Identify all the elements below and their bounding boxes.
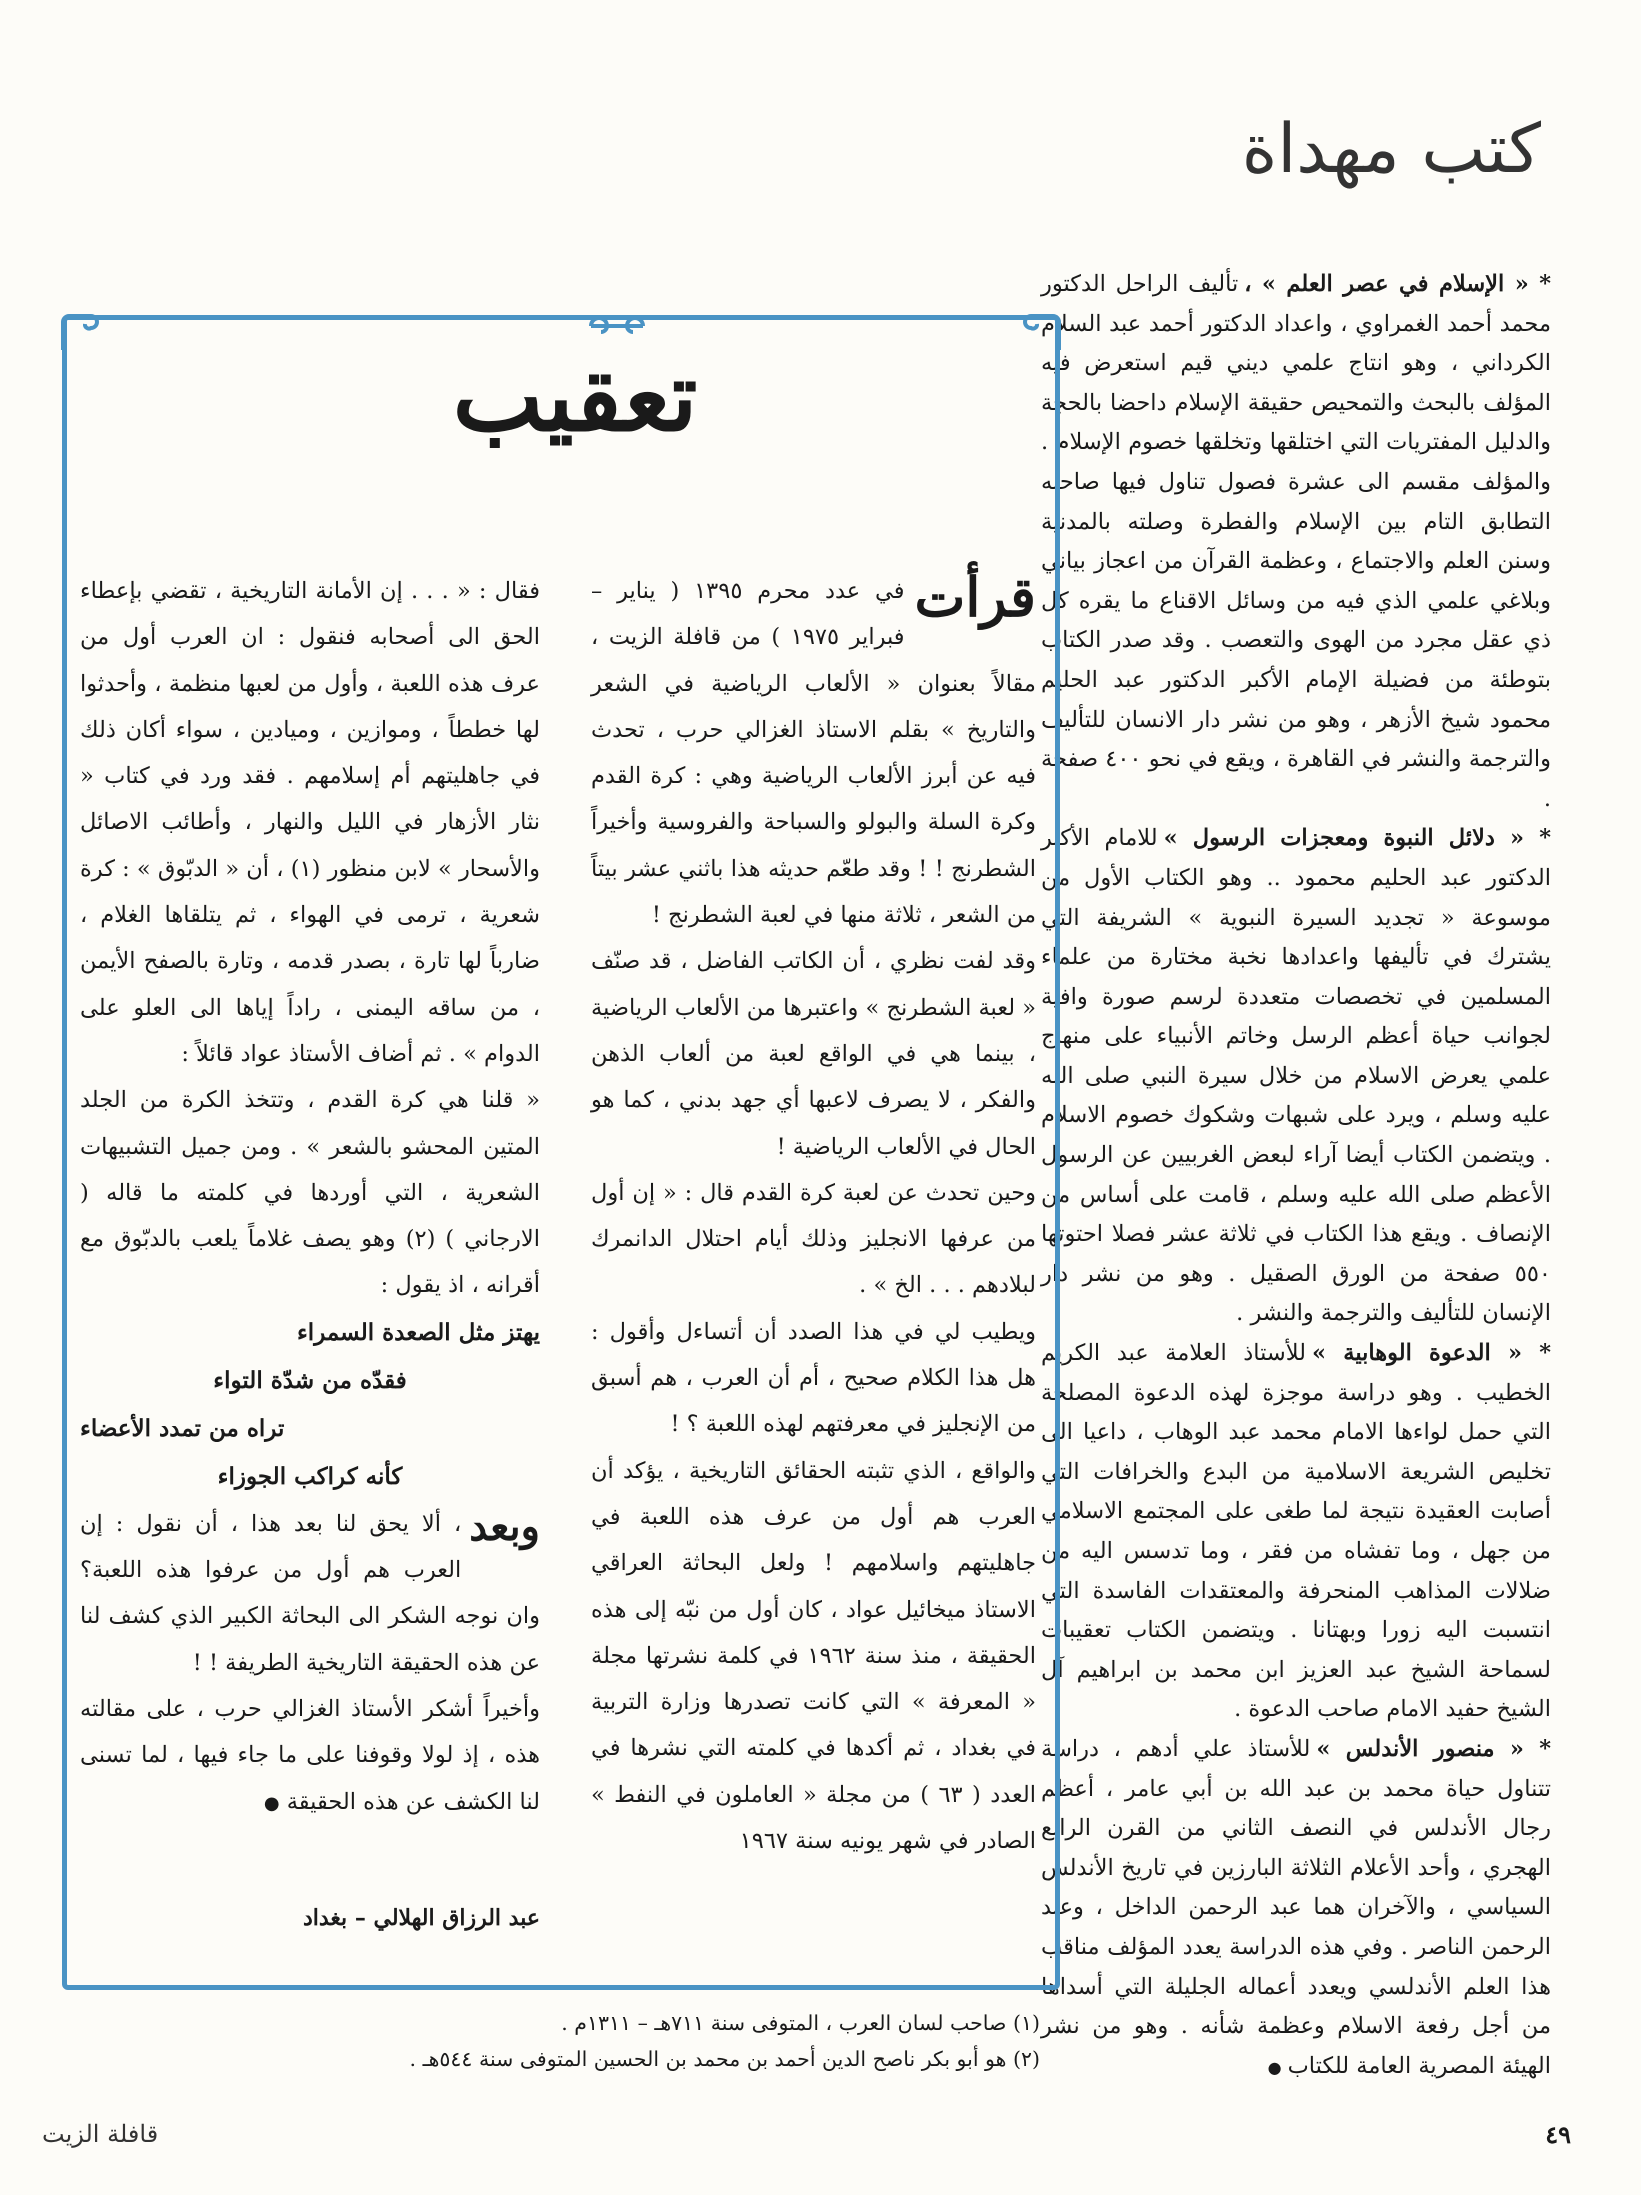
lead-word: قرأت [914,565,1036,629]
book-title: * « دلائل النبوة ومعجزات الرسول » [1163,825,1551,852]
book-title: * « الدعوة الوهابية » [1312,1340,1551,1367]
book-title: * « الإسلام في عصر العلم » ، [1244,271,1551,297]
poem-verse: فقدّه من شدّة التواء [213,1366,407,1394]
article-paragraph: وبعد ، ألا يحق لنا بعد هذا ، أن نقول : إن العرب هم أول من عرفوا هذه اللعبة؟ وان نوجه الشكر الى البحاثة الكبير الذي كشف لنا عن هذه الحقيقة التاريخية الطريفة ! ! [80,1502,540,1676]
poem-verse: تراه من تمدد الأعضاء [80,1414,285,1442]
footnote: (٢) هو أبو بكر ناصح الدين أحمد بن محمد بن الحسين المتوفى سنة ٥٤٤هـ . [409,2047,1040,2071]
end-dot-icon: ● [263,1792,280,1814]
section-title: كتب مهداة [1241,110,1541,189]
corner-ornament-icon [59,312,101,354]
magazine-name: قافلة الزيت [42,2120,159,2148]
article-column-right [591,565,1037,1864]
article-paragraph: والواقع ، الذي تثبته الحقائق التاريخية ، يؤكد أن العرب هم أول من عرف هذه اللعبة في جاهليتهم واسلامهم ! ولعل البحاثة العراقي الاستاذ ميخائيل عواد ، كان أول من نبّه إلى هذه الحقيقة ، منذ سنة ١٩٦٢ في كلمة نشرتها مجلة « المعرفة » التي كانت تصدرها وزارة التربية في بغداد ، ثم أكدها في كلمته التي نشرها في العدد ( ٦٣ ) من مجلة « العاملون في النفط » الصادر في شهر يونيه سنة ١٩٦٧ [591,1457,1037,1855]
article-paragraph: قرأت في عدد محرم ١٣٩٥ ( يناير – فبراير ١٩٧٥ ) من قافلة الزيت ، مقالاً بعنوان « الألعاب الرياضية في الشعر والتاريخ » بقلم الاستاذ الغزالي حرب ، تحدث فيه عن أبرز الألعاب الرياضية وهي : كرة القدم وكرة السلة والبولو والسباحة والفروسية وأخيراً الشطرنج ! ! وقد طعّم حديثه هذا باثني عشر بيتاً من الشعر ، ثلاثة منها في لعبة الشطرنج ! [591,568,1036,938]
book-entry [1041,265,1551,819]
book-entry [1041,819,1551,1334]
article-paragraph: « قلنا هي كرة القدم ، وتتخذ الكرة من الجلد المتين المحشو بالشعر » . ومن جميل التشبيهات الشعرية ، التي أوردها في كلمته ما قاله ( الارجاني ) (٢) وهو يصف غلاماً يلعب بالدبّوق مع أقرانه ، اذ يقول : [80,1087,540,1299]
end-dot-icon: ● [1267,2057,1282,2077]
book-entry [1041,1334,1551,1730]
corner-ornament-icon [1021,312,1063,354]
article-column-left [80,568,540,1827]
article-paragraph: فقال : « . . . إن الأمانة التاريخية ، تقضي بإعطاء الحق الى أصحابه فنقول : ان العرب أول من عرف هذه اللعبة ، وأول من لعبها منظمة ، وأحدثوا لها خططاً ، وموازين ، وميادين ، سواء أكان ذلك في جاهليتهم أم إسلامهم . فقد ورد في كتاب « نثار الأزهار في الليل والنهار ، وأطائب الاصائل والأسحار » لابن منظور (١) ، أن « الدبّوق » : كرة شعرية ، ترمى في الهواء ، ثم يتلقاها الغلام ، ضارباً لها تارة ، بصدر قدمه ، وتارة بالصفح الأيمن ، من ساقه اليمنى ، راداً إياها الى العلو على الدوام » . ثم أضاف الأستاذ عواد قائلاً : [80,578,540,1067]
article-paragraph: وقد لفت نظري ، أن الكاتب الفاضل ، قد صنّف « لعبة الشطرنج » واعتبرها من الألعاب الرياضية ، بينما هي في الواقع لعبة من ألعاب الذهن والفكر ، لا يصرف لاعبها أي جهد بدني ، كما هو الحال في الألعاب الرياضية ! [591,948,1036,1160]
book-title: * « منصور الأندلس » [1316,1735,1551,1762]
books-column [1041,265,1551,2087]
closing-word: وبعد [469,1502,540,1550]
page-number: ٤٩ [1545,2120,1571,2149]
book-description: للامام الأكبر الدكتور عبد الحليم محمود .. وهو الكتاب الأول من موسوعة « تجديد السيرة النبوية » الشريفة التي يشترك في تأليفها واعدادها نخبة مختارة من علماء المسلمين في تخصصات متعددة لرسم صورة وافية لجوانب حياة أعظم الرسل وخاتم الأنبياء على منهاج علمي يعرض الاسلام من خلال سيرة النبي صلى الله عليه وسلم ، ويرد على شبهات وشكوك خصوم الاسلام . ويتضمن الكتاب أيضا آراء لبعض الغربيين عن الرسول الأعظم صلى الله عليه وسلم ، قامت على أساس من الإنصاف . ويقع هذا الكتاب في ثلاثة عشر فصلا احتوتها ٥٥٠ صفحة من الورق الصقيل . وهو من نشر دار الإنسان للتأليف والترجمة والنشر . [1041,825,1551,1327]
book-description: تأليف الراحل الدكتور محمد أحمد الغمراوي ، واعداد الدكتور أحمد عبد السلام الكرداني ، وهو انتاج علمي ديني قيم استعرض فيه المؤلف بالبحث والتمحيص حقيقة الإسلام داحضا بالحجة والدليل المفتريات التي اختلقها وتخلقها خصوم الإسلام . والمؤلف مقسم الى عشرة فصول تناول فيها صاحبه التطابق التام بين الإسلام والفطرة وصلته بالمدنية وسنن العلم والاجتماع ، وعظمة القرآن من اعجاز بياني وبلاغي علمي الذي فيه من وسائل الاقناع ما يقره كل ذي عقل مجرد من الهوى والتعصب . وقد صدر الكتاب بتوطئة من فضيلة الإمام الأكبر الدكتور عبد الحليم محمود شيخ الأزهر ، وهو من نشر دار الانسان للتأليف والترجمة والنشر في القاهرة ، ويقع في نحو ٤٠٠ صفحة . [1041,271,1551,812]
book-description: للأستاذ العلامة عبد الكريم الخطيب . وهو دراسة موجزة لهذه الدعوة المصلحة التي حمل لواءها الامام محمد عبد الوهاب ، داعيا الى تخليص الشريعة الاسلامية من البدع والخرافات التي أصابت العقيدة نتيجة لما طغى على المجتمع الاسلامي من جهل ، وما تفشاه من فقر ، وما تدسس اليه من ضلالات المذاهب المنحرفة والمعتقدات الفاسدة التي انتسبت اليه زورا وبهتانا . ويتضمن الكتاب تعقيبات لسماحة الشيخ عبد العزيز ابن محمد بن ابراهيم آل الشيخ حفيد الامام صاحب الدعوة . [1041,1340,1551,1723]
footnotes [80,2005,1040,2077]
article-paragraph: وحين تحدث عن لعبة كرة القدم قال : « إن أول من عرفها الانجليز وذلك أيام احتلال الدانمرك لبلادهم . . . الخ » . [591,1179,1036,1299]
poem [80,1309,540,1501]
book-description: للأستاذ علي أدهم ، دراسة تتناول حياة محمد بن عبد الله بن أبي عامر ، أعظم رجال الأندلس في النصف الثاني من القرن الرابع الهجري ، وأحد الأعلام الثلاثة البارزين في تاريخ الأندلس السياسي ، والآخران هما عبد الرحمن الداخل ، وعبد الرحمن الناصر . وفي هذه الدراسة يعدد المؤلف مناقب هذا العلم الأندلسي ويعدد أعماله الجليلة التي أسداها من أجل رفعة الاسلام وعظمة شأنه . وهو من نشر الهيئة المصرية العامة للكتاب [1041,1735,1551,2079]
book-entry [1041,1730,1551,2087]
article-title: تعقيب [452,340,698,453]
poem-verse: كأنه كراكب الجوزاء [217,1462,403,1490]
poem-verse: يهتز مثل الصعدة السمراء [296,1318,540,1346]
footnote: (١) صاحب لسان العرب ، المتوفى سنة ٧١١هـ – ١٣١١م . [561,2011,1040,2035]
article-paragraph: ويطيب لي في هذا الصدد أن أتساءل وأقول : هل هذا الكلام صحيح ، أم أن العرب ، هم أسبق من الإنجليز في معرفتهم لهذه اللعبة ؟ ! [591,1318,1036,1438]
article-signature: عبد الرزاق الهلالي – بغداد [302,1905,540,1931]
article-paragraph: وأخيراً أشكر الأستاذ الغزالي حرب ، على مقالته هذه ، إذ لولا وقوفنا على ما جاء فيها ، لما تسنى لنا الكشف عن هذه الحقيقة ● [80,1695,540,1815]
